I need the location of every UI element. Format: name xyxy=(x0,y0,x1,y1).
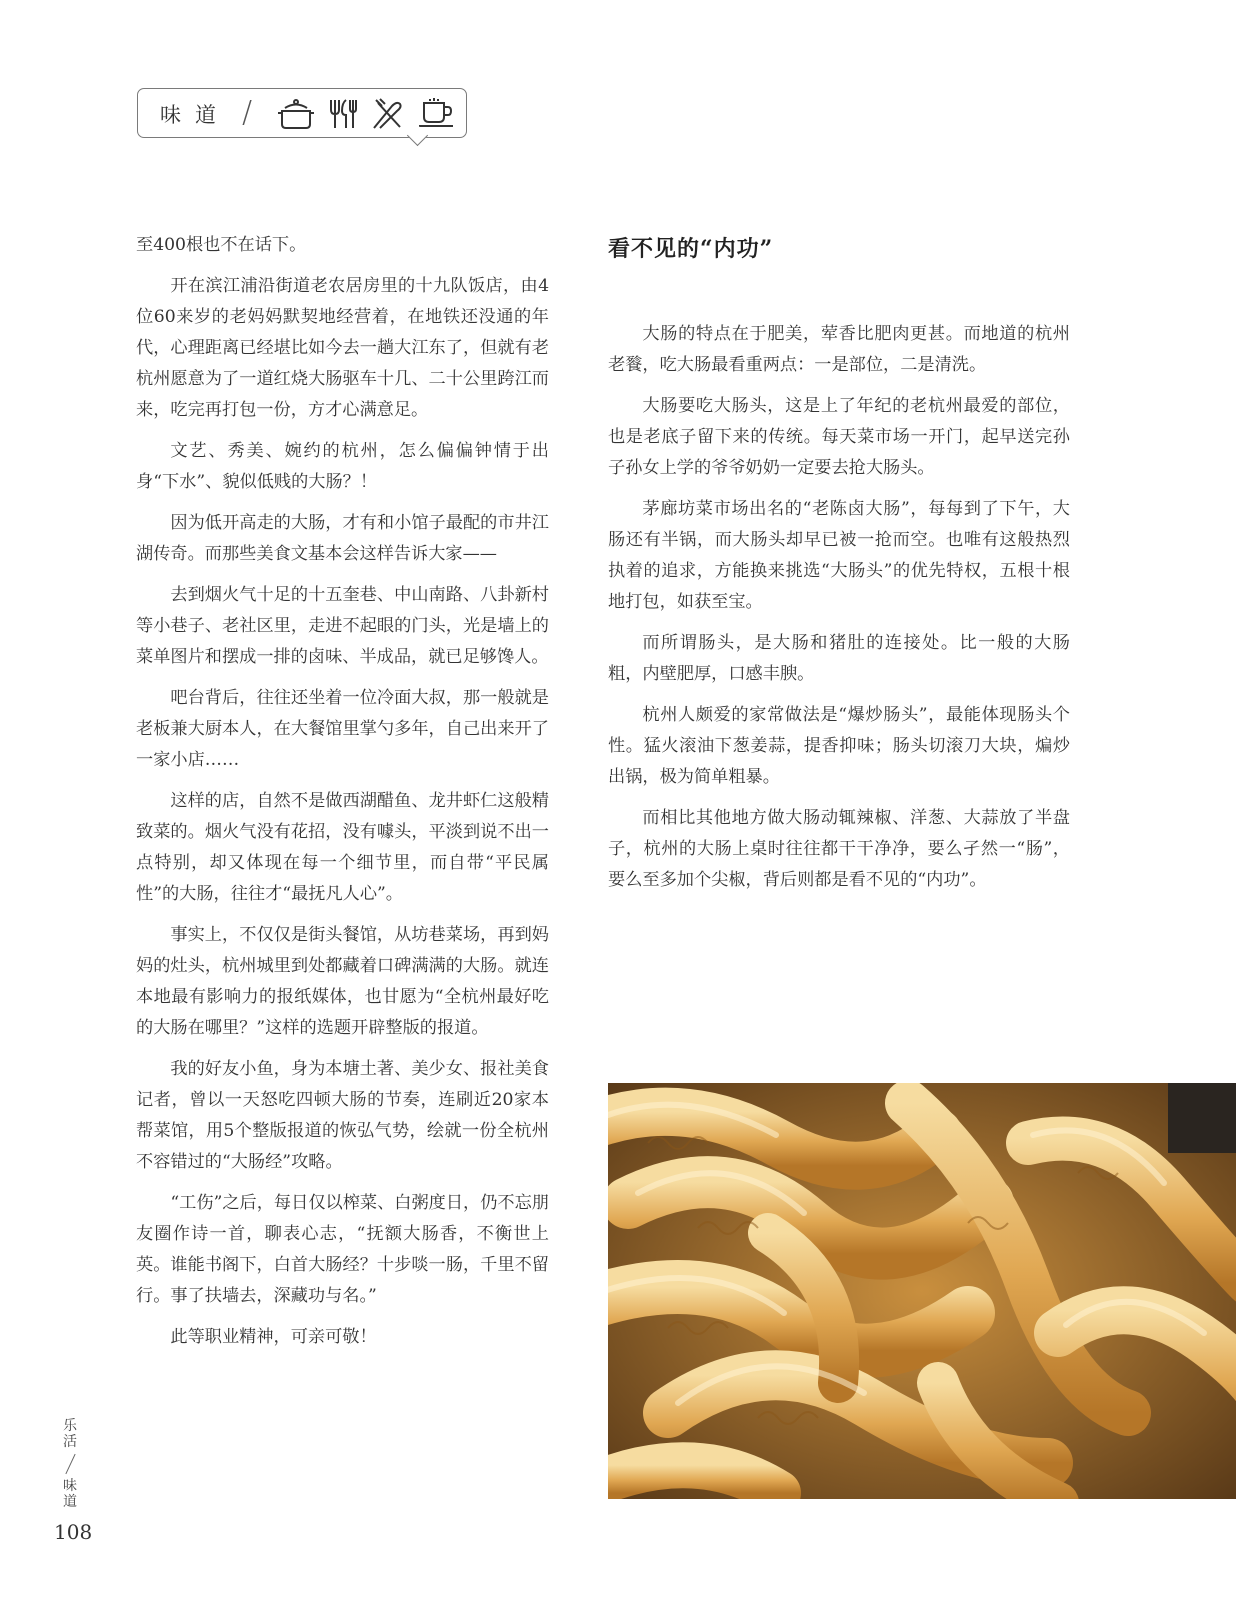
paragraph: “工伤”之后，每日仅以榨菜、白粥度日，仍不忘朋友圈作诗一首，聊表心志，“抚额大肠香，不衡世上英。谁能书阁下，白首大肠经？十步啖一肠，千里不留行。事了扶墙去，深藏功与名。” xyxy=(136,1193,549,1306)
paragraph: 大肠的特点在于肥美，荤香比肥肉更甚。而地道的杭州老餮，吃大肠最看重两点：一是部位，二是清洗。 xyxy=(608,324,1070,375)
paragraph: 吧台背后，往往还坐着一位冷面大叔，那一般就是老板兼大厨本人，在大餐馆里掌勺多年，自己出来开了一家小店…… xyxy=(136,688,549,770)
side-section-label xyxy=(58,1418,82,1510)
paragraph: 大肠要吃大肠头，这是上了年纪的老杭州最爱的部位，也是老底子留下来的传统。每天菜市场一开门，起早送完孙子孙女上学的爷爷奶奶一定要去抢大肠头。 xyxy=(608,396,1070,478)
left-text-column xyxy=(136,230,549,1363)
side-label-top: 乐活 xyxy=(63,1418,77,1450)
paragraph: 至400根也不在话下。 xyxy=(136,235,307,255)
knife-fork-icon xyxy=(370,97,406,131)
paragraph: 因为低开高走的大肠，才有和小馆子最配的市井江湖传奇。而那些美食文基本会这样告诉大家—— xyxy=(136,513,549,564)
page-number: 108 xyxy=(54,1520,93,1544)
pot-icon xyxy=(276,97,316,131)
paragraph: 而所谓肠头，是大肠和猪肚的连接处。比一般的大肠粗，内壁肥厚，口感丰腴。 xyxy=(608,633,1070,684)
paragraph: 我的好友小鱼，身为本塘土著、美少女、报社美食记者，曾以一天怒吃四顿大肠的节奏，连刷近20家本帮菜馆，用5个整版报道的恢弘气势，绘就一份全杭州不容错过的“大肠经”攻略。 xyxy=(136,1059,549,1172)
paragraph: 事实上，不仅仅是街头餐馆，从坊巷菜场，再到妈妈的灶头，杭州城里到处都藏着口碑满满的大肠。就连本地最有影响力的报纸媒体，也甘愿为“全杭州最好吃的大肠在哪里？”这样的选题开辟整版的报道。 xyxy=(136,925,549,1038)
section-heading: 看不见的“内功” xyxy=(608,236,774,262)
coffee-cup-icon xyxy=(416,97,456,131)
right-text-column xyxy=(608,319,1070,906)
intestines-photo xyxy=(608,1083,1236,1499)
paragraph: 文艺、秀美、婉约的杭州，怎么偏偏钟情于出身“下水”、貌似低贱的大肠？！ xyxy=(136,441,549,492)
paragraph: 杭州人颇爱的家常做法是“爆炒肠头”，最能体现肠头个性。猛火滚油下葱姜蒜，提香抑味；肠头切滚刀大块，煸炒出锅，极为简单粗暴。 xyxy=(608,705,1070,787)
paragraph: 此等职业精神，可亲可敬！ xyxy=(170,1327,377,1347)
paragraph: 去到烟火气十足的十五奎巷、中山南路、八卦新村等小巷子、老社区里，走进不起眼的门头，光是墙上的菜单图片和摆成一排的卤味、半成品，就已足够馋人。 xyxy=(136,585,549,667)
paragraph: 茅廊坊菜市场出名的“老陈卤大肠”，每每到了下午，大肠还有半锅，而大肠头却早已被一抢而空。也唯有这般热烈执着的追求，方能换来挑选“大肠头”的优先特权，五根十根地打包，如获至宝。 xyxy=(608,499,1070,612)
tab-divider: / xyxy=(242,95,253,130)
side-label-bottom: 味道 xyxy=(63,1478,77,1510)
paragraph: 这样的店，自然不是做西湖醋鱼、龙井虾仁这般精致菜的。烟火气没有花招，没有噱头，平淡到说不出一点特别，却又体现在每一个细节里，而自带“平民属性”的大肠，往往才“最抚凡人心”。 xyxy=(136,791,549,904)
paragraph: 开在滨江浦沿街道老农居房里的十九队饭店，由4位60来岁的老妈妈默契地经营着，在地铁还没通的年代，心理距离已经堪比如今去一趟大江东了，但就有老杭州愿意为了一道红烧大肠驱车十几、二十公里跨江而来，吃完再打包一份，方才心满意足。 xyxy=(136,276,549,420)
utensils-icon xyxy=(326,97,362,131)
side-label-divider xyxy=(65,1454,75,1474)
paragraph: 而相比其他地方做大肠动辄辣椒、洋葱、大蒜放了半盘子，杭州的大肠上桌时往往都干干净净，要么孑然一“肠”，要么至多加个尖椒，背后则都是看不见的“内功”。 xyxy=(608,808,1070,890)
section-title: 味道 xyxy=(160,103,230,127)
